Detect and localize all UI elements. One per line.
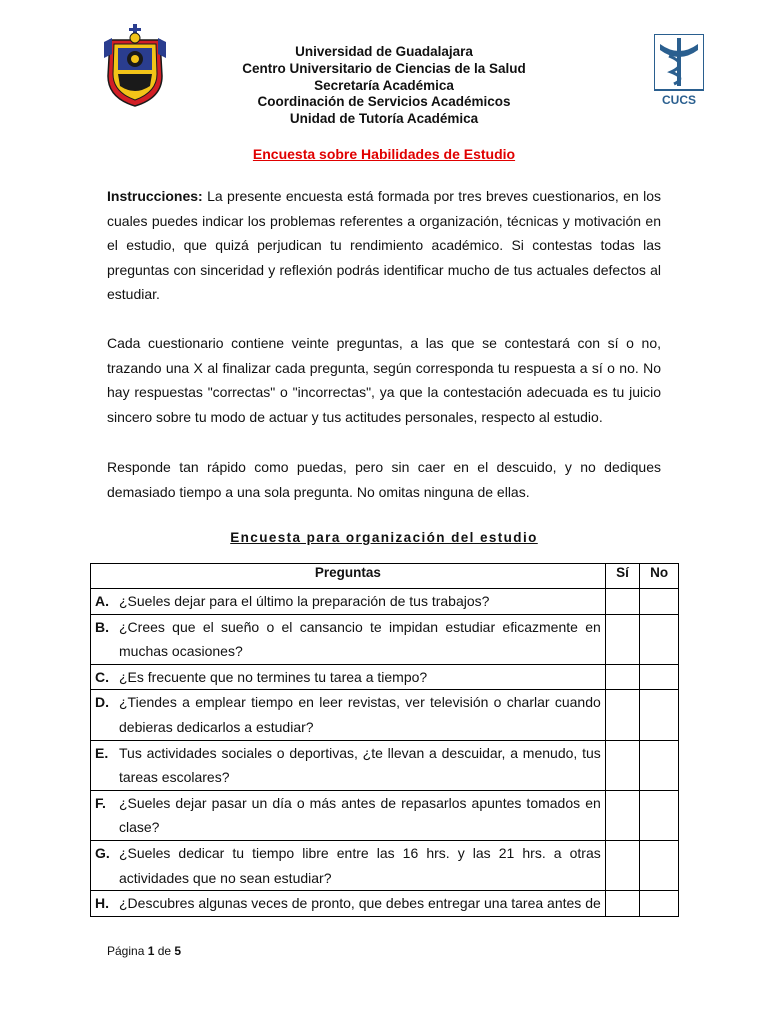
question-text: ¿Sueles dejar para el último la preparación de tus trabajos? [119, 593, 490, 609]
question-cell [91, 840, 606, 890]
university-crest-logo [104, 24, 166, 108]
question-letter: E. [95, 744, 109, 761]
header-line-coordination: Coordinación de Servicios Académicos [257, 94, 511, 110]
answer-no-cell[interactable] [640, 614, 679, 664]
answer-yes-cell[interactable] [605, 664, 640, 690]
question-cell [91, 740, 606, 790]
question-cell [91, 690, 606, 740]
answer-yes-cell[interactable] [605, 614, 640, 664]
section-title: Encuesta para organización del estudio [230, 530, 538, 545]
table-row [91, 664, 679, 690]
answer-yes-cell[interactable] [605, 790, 640, 840]
question-cell [91, 790, 606, 840]
question-cell [91, 589, 606, 615]
table-row [91, 589, 679, 615]
header-line-secretariat: Secretaría Académica [314, 77, 454, 93]
table-row [91, 840, 679, 890]
answer-no-cell[interactable] [640, 589, 679, 615]
header-yes: Sí [605, 564, 640, 589]
answer-method-paragraph: Cada cuestionario contiene veinte preguntas, a las que se contestará con sí o no, trazando una X al finalizar cada pregunta, según corresponda tu respuesta a sí o no. No hay respuestas "correctas" o "incorrectas", ya que la contestación adecuada es tu juicio sincero sobre tu modo de actuar y tus actitudes personales, respecto al estudio. [107, 335, 661, 425]
question-text: Tus actividades sociales o deportivas, ¿te llevan a descuidar, a menudo, tus tareas escolares? [119, 744, 601, 786]
question-cell [91, 664, 606, 690]
question-text: ¿Sueles dedicar tu tiempo libre entre las 16 hrs. y las 21 hrs. a otras actividades que no sean estudiar? [119, 844, 601, 886]
answer-no-cell[interactable] [640, 840, 679, 890]
question-letter: D. [95, 694, 109, 711]
header-line-center: Centro Universitario de Ciencias de la Salud [242, 60, 526, 76]
table-row [91, 614, 679, 664]
question-letter: C. [95, 668, 109, 685]
instructions-paragraph [107, 184, 661, 307]
header-questions: Preguntas [91, 564, 606, 589]
survey-table [90, 563, 679, 917]
answer-no-cell[interactable] [640, 790, 679, 840]
answer-no-cell[interactable] [640, 891, 679, 917]
instructions-text: La presente encuesta está formada por tres breves cuestionarios, en los cuales puedes indicar los problemas referentes a organización, técnicas y motivación en el estudio, que quizá perjudican tu rendimiento académico. Si contestas todas las preguntas con sinceridad y reflexión podrás identificar mucho de tus actuales defectos al estudiar. [107, 188, 661, 303]
question-text: ¿Tiendes a emplear tiempo en leer revistas, ver televisión o charlar cuando debieras dedicarlos a estudiar? [119, 694, 601, 735]
document-title: Encuesta sobre Habilidades de Estudio [252, 146, 516, 162]
institution-header [180, 44, 588, 128]
question-text: ¿Sueles dejar pasar un día o más antes de repasarlos apuntes tomados en clase? [119, 794, 601, 836]
table-row [91, 740, 679, 790]
answer-yes-cell[interactable] [605, 690, 640, 740]
table-row [91, 891, 679, 917]
table-row [91, 690, 679, 740]
question-letter: F. [95, 794, 106, 811]
question-letter: H. [95, 895, 109, 912]
answer-yes-cell[interactable] [605, 891, 640, 917]
header-line-university: Universidad de Guadalajara [295, 44, 473, 59]
header-line-unit: Unidad de Tutoría Académica [289, 111, 479, 127]
question-text: ¿Es frecuente que no termines tu tarea a tiempo? [119, 668, 428, 685]
footer-middle: de [154, 944, 175, 958]
instructions-label: Instrucciones: [107, 188, 203, 204]
question-letter: B. [95, 618, 109, 635]
speed-advice-paragraph: Responde tan rápido como puedas, pero sin caer en el descuido, y no dediques demasiado tiempo a una sola pregunta. No omitas ninguna de ellas. [107, 459, 661, 500]
table-row [91, 790, 679, 840]
header-no: No [640, 564, 679, 589]
footer-page-total: 5 [174, 944, 182, 958]
cucs-logo-text: CUCS [661, 93, 697, 107]
question-text: ¿Descubres algunas veces de pronto, que debes entregar una tarea antes de [119, 895, 601, 912]
footer-page-number: 1 [147, 944, 155, 958]
answer-yes-cell[interactable] [605, 740, 640, 790]
answer-no-cell[interactable] [640, 690, 679, 740]
answer-yes-cell[interactable] [605, 589, 640, 615]
table-header-row [91, 564, 679, 589]
answer-no-cell[interactable] [640, 740, 679, 790]
question-cell [91, 891, 606, 917]
question-letter: G. [95, 844, 110, 861]
question-text: ¿Crees que el sueño o el cansancio te impidan estudiar eficazmente en muchas ocasiones? [119, 618, 601, 660]
cucs-logo [654, 34, 704, 108]
footer-prefix: Página [107, 944, 148, 958]
question-letter: A. [95, 593, 109, 609]
question-cell [91, 614, 606, 664]
page-footer [107, 944, 181, 958]
answer-no-cell[interactable] [640, 664, 679, 690]
answer-yes-cell[interactable] [605, 840, 640, 890]
